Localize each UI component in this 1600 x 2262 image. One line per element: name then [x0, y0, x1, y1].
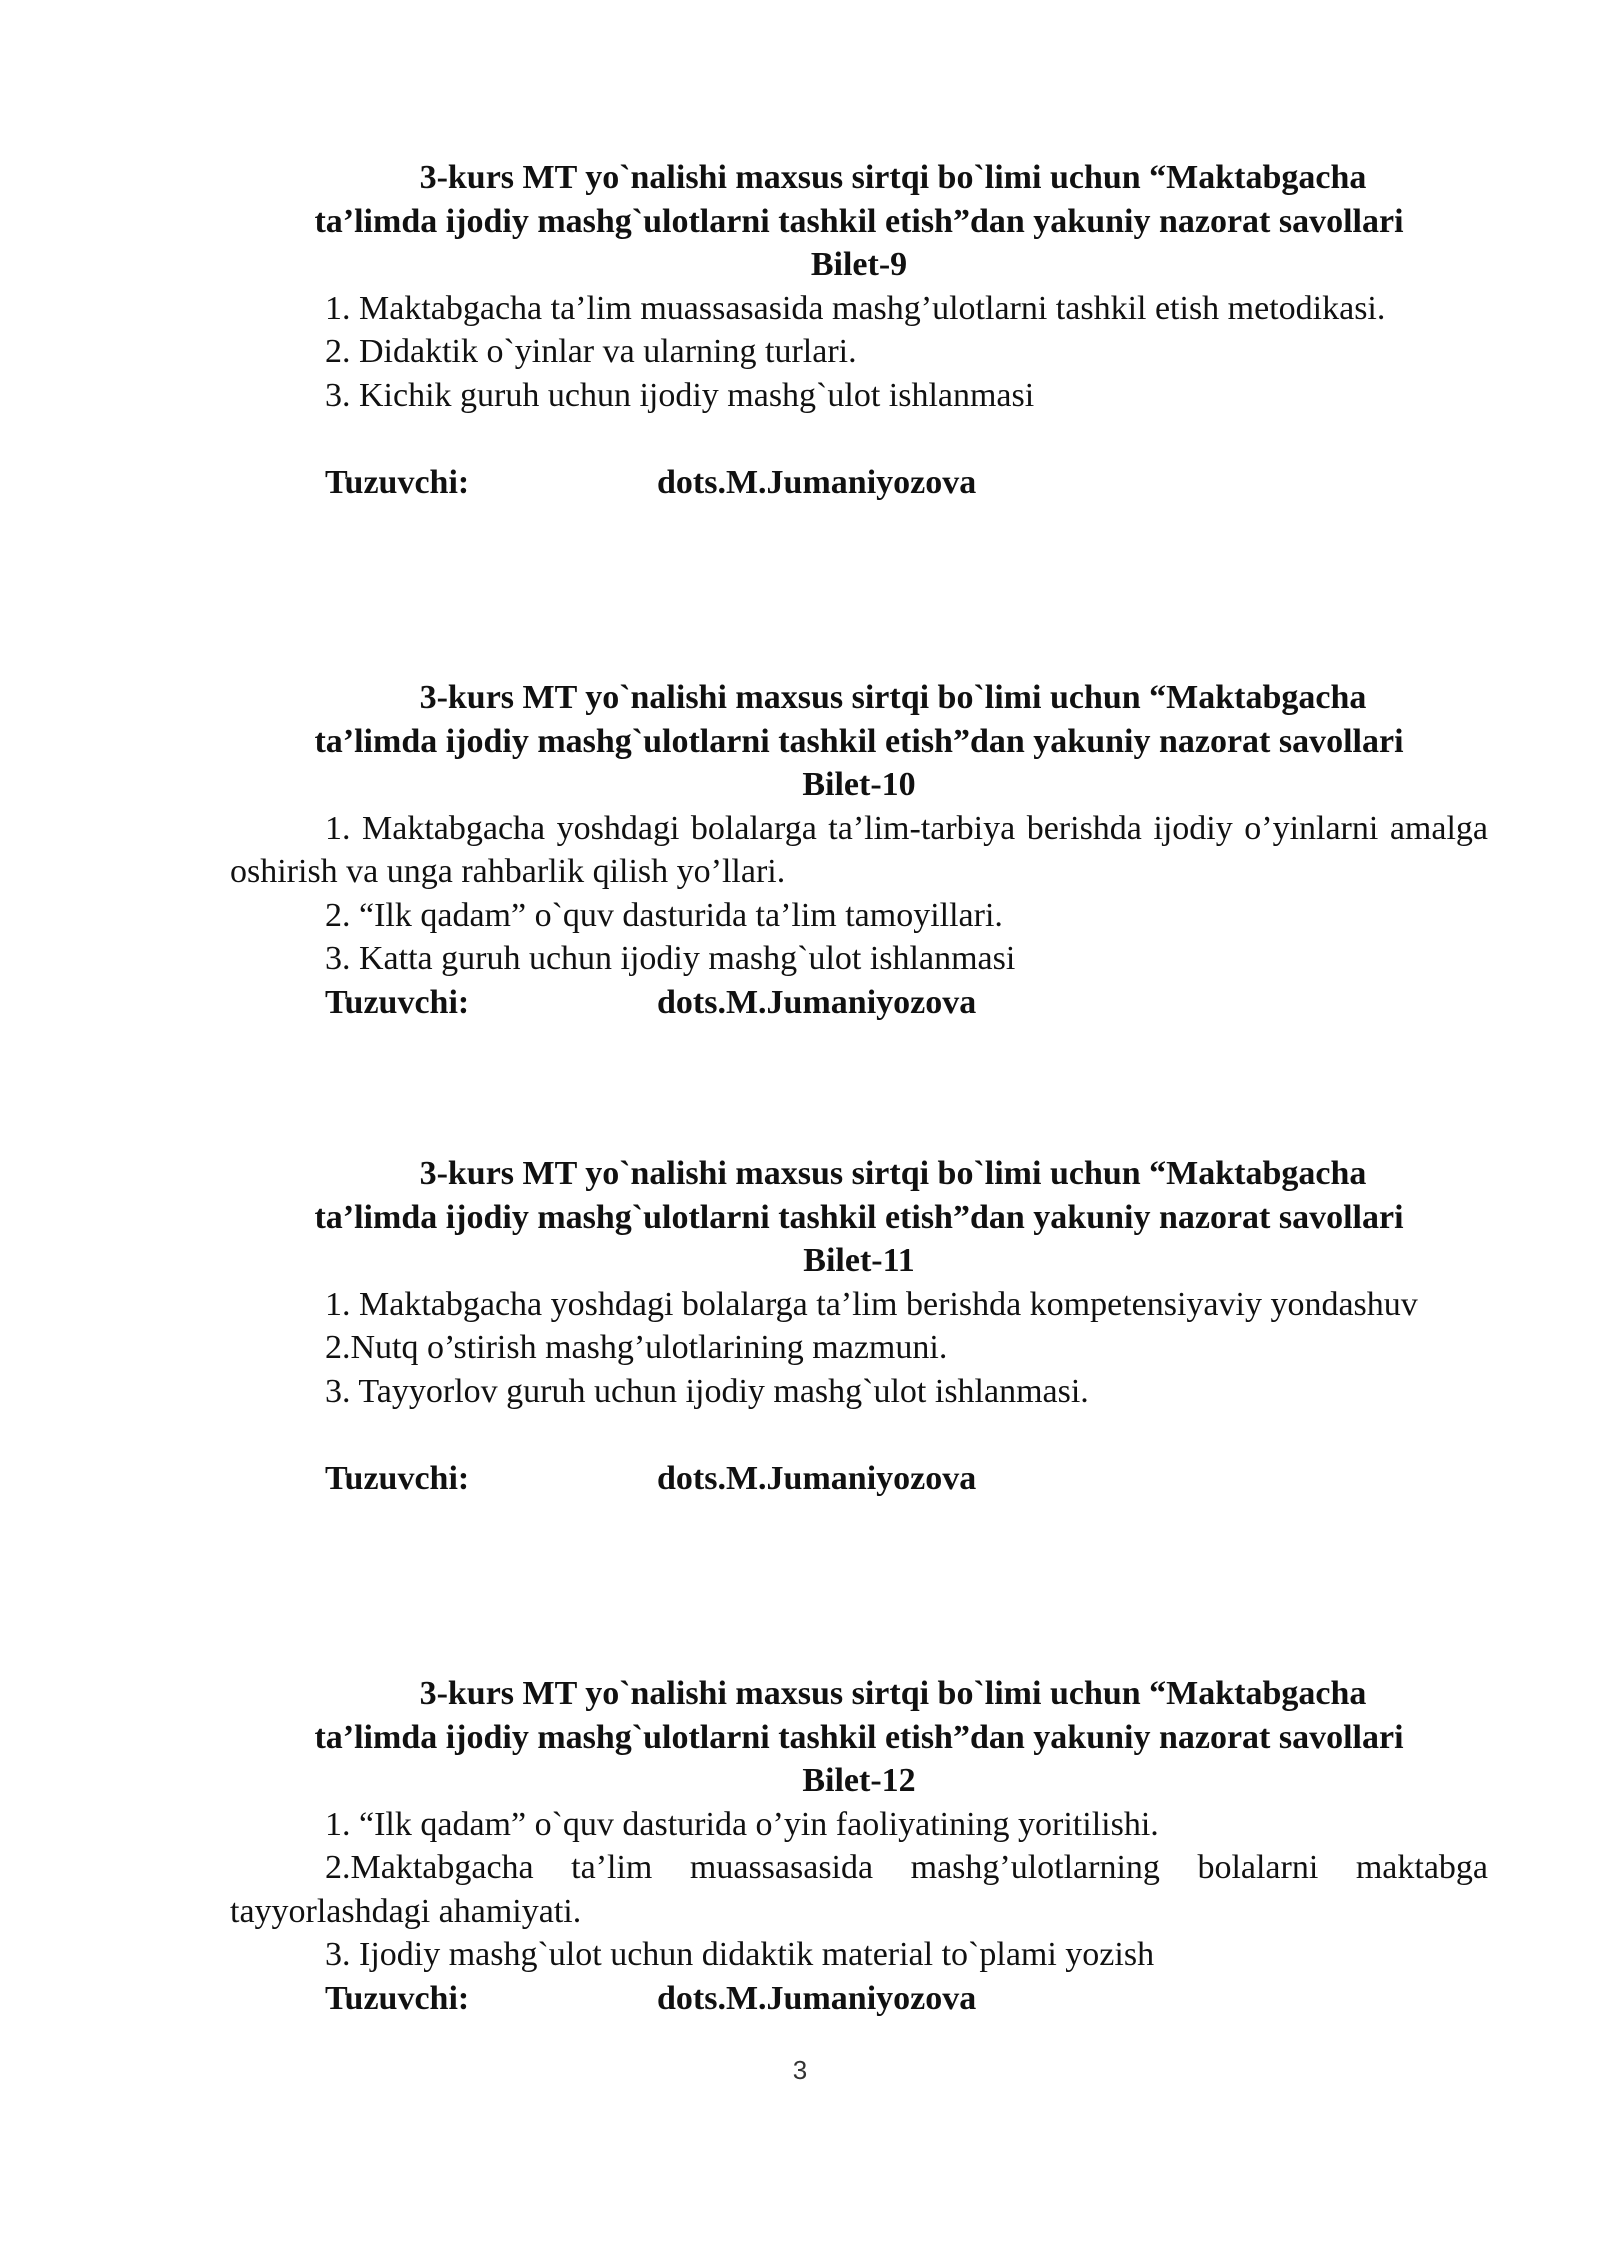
question-1: 1. “Ilk qadam” o`quv dasturida o’yin faoliyatining yoritilishi.	[325, 1805, 1159, 1843]
exam-ticket-11	[230, 1152, 1488, 1500]
author-name: dots.M.Jumaniyozova	[657, 463, 977, 501]
exam-ticket-10	[230, 676, 1488, 1024]
question-2: 2. Didaktik o`yinlar va ularning turlari.	[325, 333, 857, 370]
author-label: Tuzuvchi:	[325, 463, 470, 501]
author-label: Tuzuvchi:	[325, 1459, 470, 1497]
question-1: 1. Maktabgacha yoshdagi bolalarga ta’lim berishda kompetensiyaviy yondashuv	[325, 1285, 1418, 1323]
author-name: dots.M.Jumaniyozova	[657, 1459, 977, 1497]
ticket-title-line1: 3-kurs MT yo`nalishi maxsus sirtqi bo`limi uchun “Maktabgacha	[419, 679, 1367, 716]
question-3: 3. Kichik guruh uchun ijodiy mashg`ulot ishlanmasi	[325, 376, 1035, 414]
blank-line	[230, 417, 1488, 461]
author-name: dots.M.Jumaniyozova	[657, 1979, 977, 2017]
ticket-title-line1: 3-kurs MT yo`nalishi maxsus sirtqi bo`limi uchun “Maktabgacha	[419, 1675, 1367, 1712]
blank-line	[230, 1413, 1488, 1457]
author-label: Tuzuvchi:	[325, 1979, 470, 2017]
exam-ticket-12	[230, 1672, 1488, 2020]
question-2: 2.Nutq o’stirish mashg’ulotlarining mazmuni.	[325, 1329, 948, 1366]
page-number: 3	[792, 2055, 808, 2085]
ticket-title-line2: ta’limda ijodiy mashg`ulotlarni tashkil etish”dan yakuniy nazorat savollari	[314, 1198, 1404, 1236]
ticket-title-line1: 3-kurs MT yo`nalishi maxsus sirtqi bo`limi uchun “Maktabgacha	[419, 1155, 1367, 1192]
question-3: 3. Katta guruh uchun ijodiy mashg`ulot ishlanmasi	[325, 940, 1016, 977]
question-3: 3. Tayyorlov guruh uchun ijodiy mashg`ulot ishlanmasi.	[325, 1372, 1089, 1410]
question-2: 2. “Ilk qadam” o`quv dasturida ta’lim tamoyillari.	[325, 896, 1003, 934]
ticket-title-line2: ta’limda ijodiy mashg`ulotlarni tashkil etish”dan yakuniy nazorat savollari	[314, 202, 1404, 240]
ticket-number: Bilet-10	[802, 766, 916, 803]
ticket-title-line2: ta’limda ijodiy mashg`ulotlarni tashkil etish”dan yakuniy nazorat savollari	[314, 722, 1404, 760]
ticket-number: Bilet-12	[802, 1762, 916, 1799]
ticket-author	[230, 461, 1488, 505]
question-1: 1. Maktabgacha ta’lim muassasasida mashg’ulotlarni tashkil etish metodikasi.	[325, 289, 1386, 327]
author-label: Tuzuvchi:	[325, 983, 470, 1021]
ticket-author	[230, 1977, 1488, 2021]
ticket-author	[230, 1457, 1488, 1501]
question-1: 1. Maktabgacha yoshdagi bolalarga ta’lim-tarbiya berishda ijodiy o’yinlarni amalga oshirish va unga rahbarlik qilish yo’llari.	[230, 809, 1488, 890]
ticket-number: Bilet-11	[803, 1242, 915, 1279]
ticket-author	[230, 981, 1488, 1025]
ticket-title-line1: 3-kurs MT yo`nalishi maxsus sirtqi bo`limi uchun “Maktabgacha	[419, 159, 1367, 196]
question-3: 3. Ijodiy mashg`ulot uchun didaktik material to`plami yozish	[325, 1936, 1155, 1973]
ticket-title-line2: ta’limda ijodiy mashg`ulotlarni tashkil etish”dan yakuniy nazorat savollari	[314, 1718, 1404, 1756]
author-name: dots.M.Jumaniyozova	[657, 983, 977, 1021]
exam-ticket-9	[230, 156, 1488, 504]
question-2: 2.Maktabgacha ta’lim muassasasida mashg’ulotlarning bolalarni maktabga tayyorlashdagi ahamiyati.	[230, 1849, 1488, 1930]
ticket-number: Bilet-9	[810, 246, 908, 283]
